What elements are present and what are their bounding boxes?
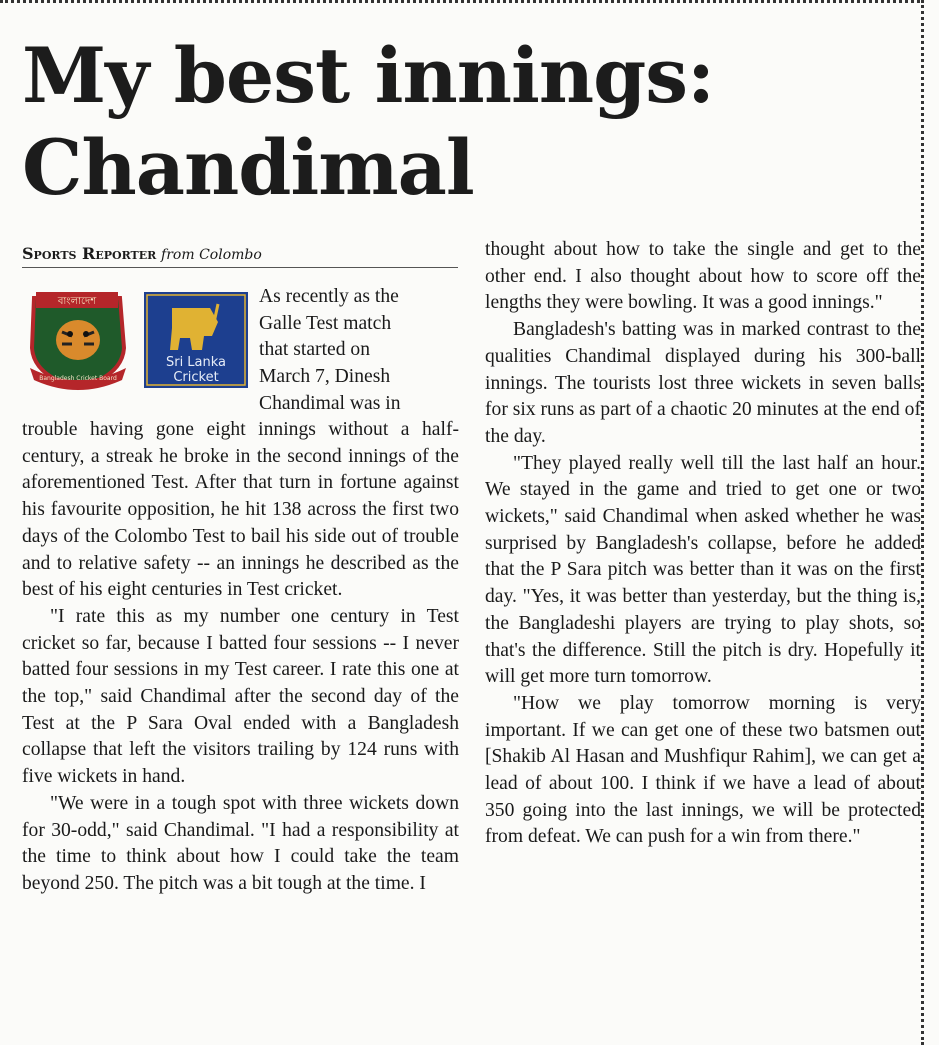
wrap-line: Galle Test match bbox=[259, 312, 392, 334]
paragraph-3-continued: thought about how to take the single and get to the other end. I also thought about how to score off the lengths they were bowling. It was a good innings." bbox=[485, 239, 921, 314]
wrap-line: that started on bbox=[259, 339, 370, 361]
paragraph-4: Bangladesh's batting was in marked contrast to the qualities Chandimal displayed during his 300-ball innings. The tourists lost three wickets in seven balls for six runs as part of a chaotic 20 minutes at the end of the day. bbox=[485, 319, 921, 447]
bangladesh-cricket-board-logo bbox=[30, 292, 126, 390]
wrap-line: As recently as the bbox=[259, 286, 399, 307]
article-wrap-text bbox=[259, 284, 459, 418]
sri-lanka-logo-line-1: Sri Lanka bbox=[165, 355, 227, 370]
paragraph-5: "They played really well till the last half an hour. We stayed in the game and tried to get one or two wickets," said Chandimal when asked whether he was surprised by Bangladesh's collapse, before he added that the P Sara pitch was better than it was on the first day. "Yes, it was better than yesterday, but the thing is, the Bangladeshi players are trying to play shots, so that's the difference. Still the pitch is dry. Hopefully it will get more turn tomorrow. bbox=[485, 452, 921, 688]
headline bbox=[22, 30, 902, 214]
bangladesh-logo-ribbon: Bangladesh Cricket Board bbox=[39, 375, 117, 382]
article-column-2 bbox=[485, 237, 921, 851]
wrap-line: Chandimal was in bbox=[259, 392, 401, 414]
team-logos bbox=[22, 288, 252, 398]
top-dotted-border bbox=[0, 0, 920, 11]
byline-location: from Colombo bbox=[161, 247, 262, 263]
headline-line-2: Chandimal bbox=[22, 123, 474, 212]
sri-lanka-logo-line-2: Cricket bbox=[173, 370, 219, 385]
paragraph-6: "How we play tomorrow morning is very important. If we can get one of these two batsmen out [Shakib Al Hasan and Mushfiqur Rahim], we can get a lead of about 100. I think if we have a lead of about 350 going into the last innings, we will be protected from defeat. We can push for a win from there." bbox=[485, 692, 921, 848]
bangladesh-logo-text: বাংলাদেশ bbox=[57, 296, 97, 307]
paragraph-1-continued: trouble having gone eight innings without a half-century, a streak he broke in the second innings of the aforementioned Test. After that turn in fortune against his favourite opposition, he hit 138 across the first two days of the Colombo Test to bail his side out of trouble and to relative safety -- an innings he described as the best of his eight centuries in Test cricket. bbox=[22, 419, 459, 601]
byline bbox=[22, 243, 458, 268]
byline-label: Sports Reporter bbox=[22, 244, 157, 263]
wrap-line: March 7, Dinesh bbox=[259, 366, 391, 388]
article-column-1 bbox=[22, 417, 459, 898]
paragraph-2: "I rate this as my number one century in Test cricket so far, because I batted four sessions -- I never batted four sessions in my Test career. I rate this one at the top," said Chandimal after the second day of the Test at the P Sara Oval ended with a Bangladesh collapse that left the visitors trailing by 124 runs with five wickets in hand. bbox=[22, 605, 459, 788]
headline-line-1: My best innings: bbox=[22, 31, 715, 120]
sri-lanka-cricket-logo bbox=[144, 292, 248, 388]
right-dotted-border bbox=[921, 0, 924, 1045]
paragraph-3-start: "We were in a tough spot with three wickets down for 30-odd," said Chandimal. "I had a responsibility at the time to think about how I could take the team beyond 250. The pitch was a bit tough at the time. I bbox=[22, 792, 459, 894]
